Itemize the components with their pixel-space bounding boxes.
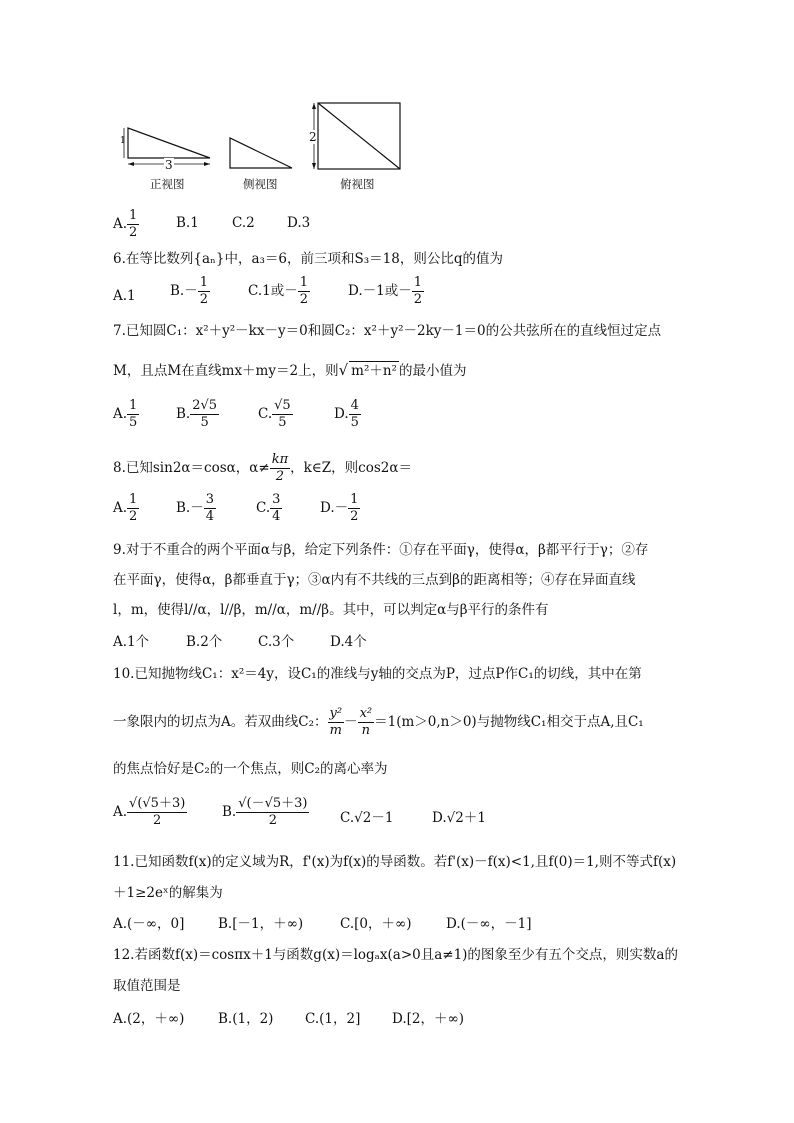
- q6-option-b[interactable]: B.－ $\frac{1}{2}$: [170, 275, 208, 307]
- q6-stem: 6.在等比数列{aₙ}中，a₃＝6，前三项和S₃＝18，则公比q的值为: [113, 251, 503, 267]
- q6-option-d[interactable]: D.－1或－ $\frac{1}{2}$: [348, 275, 423, 307]
- top-view: [312, 103, 400, 169]
- q7-stem-line2: M，且点M在直线mx＋my＝2上，则√ m²＋n² 的最小值为: [113, 361, 467, 379]
- fraction: $\frac{1}{2}$: [129, 208, 138, 240]
- q11-stem-line1: 11.已知函数f(x)的定义域为R，f'(x)为f(x)的导函数。若f'(x)－f(x)<1,且f(0)＝1,则不等式f(x): [113, 854, 677, 870]
- q12-option-c[interactable]: C.(1，2]: [305, 1011, 361, 1027]
- q10-option-c[interactable]: C.√2－1: [340, 810, 394, 826]
- q8-option-a[interactable]: A. $\frac{1}{2}$: [113, 492, 138, 524]
- q12-stem-line2: 取值范围是: [113, 978, 181, 994]
- q5-option-a[interactable]: A. $\frac{1}{2}$: [113, 208, 138, 240]
- front-view-label: 正视图: [150, 177, 185, 191]
- q10-stem-line3: 的焦点恰好是C₂的一个焦点，则C₂的离心率为: [113, 761, 388, 777]
- q9-stem-line2: 在平面γ，使得α，β都垂直于γ；③α内有不共线的三点到β的距离相等；④存在异面直线: [113, 572, 636, 588]
- q12-option-b[interactable]: B.(1，2): [218, 1011, 274, 1027]
- q5-option-b[interactable]: B.1: [176, 215, 199, 231]
- q6-option-c[interactable]: C.1或－ $\frac{1}{2}$: [248, 275, 309, 307]
- q11-option-a[interactable]: A.(－∞，0]: [113, 916, 185, 932]
- q5-option-d[interactable]: D.3: [287, 215, 311, 231]
- q8-option-b[interactable]: B.－ $\frac{3}{4}$: [176, 492, 214, 524]
- q10-stem-line1: 10.已知抛物线C₁：x²＝4y，设C₁的准线与y轴的交点为P，过点P作C₁的切线，其中在第: [113, 666, 642, 682]
- q9-option-a[interactable]: A.1个: [113, 634, 150, 650]
- q9-option-d[interactable]: D.4个: [330, 634, 367, 650]
- q10-option-d[interactable]: D.√2＋1: [432, 810, 486, 826]
- q9-stem-line3: l，m，使得l//α，l//β，m//α，m//β。其中，可以判定α与β平行的条件有: [113, 602, 549, 618]
- q10-option-b[interactable]: B. $\frac{√(-√5+3)}{2}$: [222, 796, 308, 828]
- q10-option-a[interactable]: A. $\frac{√(√5+3)}{2}$: [113, 796, 186, 828]
- q12-option-a[interactable]: A.(2，＋∞): [113, 1011, 185, 1027]
- top-view-label: 俯视图: [340, 177, 375, 191]
- q12-stem-line1: 12.若函数f(x)＝cosπx＋1与函数g(x)＝logₐx(a>0且a≠1)的图象至少有五个交点，则实数a的: [113, 947, 678, 963]
- q11-option-d[interactable]: D.(－∞，－1]: [446, 916, 532, 932]
- dim-3-label: 3: [165, 158, 173, 172]
- q9-option-b[interactable]: B.2个: [186, 634, 223, 650]
- q9-stem-line1: 9.对于不重合的两个平面α与β，给定下列条件：①存在平面γ，使得α，β都平行于γ；②存: [113, 542, 649, 558]
- q7-option-d[interactable]: D. $\frac{4}{5}$: [334, 398, 359, 430]
- q7-option-a[interactable]: A. $\frac{1}{5}$: [113, 398, 138, 430]
- q11-stem-line2: ＋1≥2eˣ的解集为: [113, 885, 223, 901]
- q8-option-d[interactable]: D.－ $\frac{1}{2}$: [320, 492, 359, 524]
- q5-option-c[interactable]: C.2: [232, 215, 255, 231]
- q11-option-b[interactable]: B.[－1，＋∞): [218, 916, 304, 932]
- q8-option-c[interactable]: C. $\frac{3}{4}$: [256, 492, 281, 524]
- q10-stem-line2: 一象限内的切点为A。若双曲线C₂： $\frac{\text{y²}}{m}$ － $\frac{\text{x²}}{n}$ ＝1(m＞0,n＞0)与抛物线C₁相交于点A,且C₁: [113, 706, 644, 738]
- q7-option-b[interactable]: B. $\frac{2√5}{5}$: [176, 398, 218, 430]
- q6-option-a[interactable]: A.1: [113, 288, 136, 304]
- q7-stem-line1: 7.已知圆C₁：x²＋y²－kx－y＝0和圆C₂：x²＋y²－2ky－1＝0的公共弦所在的直线恒过定点: [113, 323, 662, 339]
- q11-option-c[interactable]: C.[0，＋∞): [340, 916, 412, 932]
- q7-option-c[interactable]: C. $\frac{√5}{5}$: [258, 398, 291, 430]
- q12-option-d[interactable]: D.[2，＋∞): [392, 1011, 465, 1027]
- dim-2-label: 2: [309, 130, 317, 144]
- q9-option-c[interactable]: C.3个: [258, 634, 295, 650]
- side-view-label: 侧视图: [243, 177, 278, 191]
- dim-1-label: 1: [120, 136, 126, 146]
- side-view: [230, 138, 292, 168]
- q8-stem: 8.已知sin2α＝cosα，α≠ $\frac{k\pi}{2}$ ，k∈Z，则cos2α＝: [113, 452, 412, 484]
